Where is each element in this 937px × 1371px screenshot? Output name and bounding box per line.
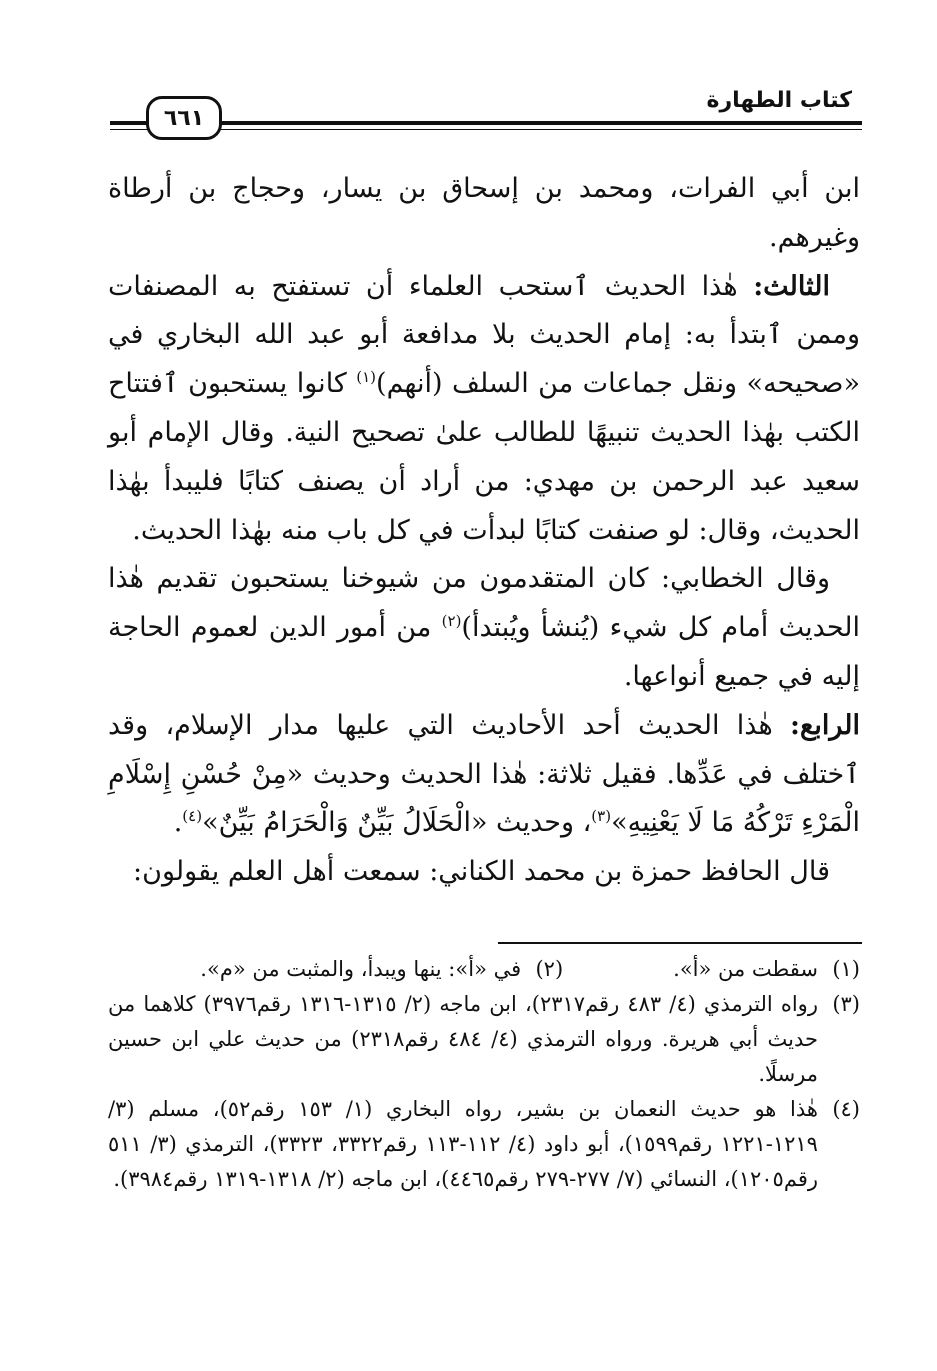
paragraph-3-text-a: وقال الخطابي: كان المتقدمون من شيوخنا يستحبون تقديم هٰذا الحديث أمام كل شيء (يُنشأ ويُبتدأ) [108,563,860,644]
paragraph-2-text-a: هٰذا الحديث ٱستحب العلماء أن تستفتح به المصنفات وممن ٱبتدأ به: إمام الحديث بلا مدافعة أبو عبد الله البخاري في «صحيحه» ونقل جماعات من السلف (أنهم) [108,270,860,400]
header-rule-thick [110,121,862,125]
paragraph-1: ابن أبي الفرات، ومحمد بن إسحاق بن يسار، وحجاج بن أرطاة وغيرهم. [108,173,860,253]
footnote-1 [673,952,860,987]
footnote-1-text: سقطت من «أ». [673,957,818,981]
footnote-2-text: في «أ»: ينها ويبدأ، والمثبت من «م». [200,957,522,981]
paragraph-4-text-b: ، وحديث «الْحَلَالُ بَيِّنٌ وَالْحَرَامُ بَيِّنٌ» [202,807,592,839]
footnote-4 [108,1092,860,1197]
page-number: ٦٦١ [146,96,222,140]
footnotes [108,952,860,1197]
footnote-separator [498,942,862,944]
footnote-2 [200,952,563,987]
footnote-1-number: (١) [832,957,860,981]
footnote-3-text: رواه الترمذي (٤/ ٤٨٣ رقم٢٣١٧)، ابن ماجه (٢/ ١٣١٥-١٣١٦ رقم٣٩٧٦) كلاهما من حديث أبي هريرة. ورواه الترمذي (٤/ ٤٨٤ رقم٢٣١٨) من حديث علي ابن حسين مرسلًا. [108,992,818,1086]
paragraph-3-text-b: من أمور الدين لعموم الحاجة إليه في جميع أنواعها. [108,612,860,692]
paragraph-2-text-b: كانوا يستحبون ٱفتتاح الكتب بهٰذا الحديث تنبيهًا للطالب علىٰ تصحيح النية. وقال الإمام أبو سعيد عبد الرحمن بن مهدي: من أراد أن يصنف كتابًا فليبدأ بهٰذا الحديث، وقال: لو صنفت كتابًا لبدأت في كل باب منه بهٰذا الحديث. [108,368,860,546]
header-rule-thin [110,129,862,130]
footnote-4-text: هٰذا هو حديث النعمان بن بشير، رواه البخاري (١/ ١٥٣ رقم٥٢)، مسلم (٣/ ١٢١٩-١٢٢١ رقم١٥٩٩)، أبو داود (٤/ ١١٢-١١٣ رقم٣٣٢٢، ٣٣٢٣)، الترمذي (٣/ ٥١١ رقم١٢٠٥)، النسائي (٧/ ٢٧٧-٢٧٩ رقم٤٤٦٥)، ابن ماجه (٢/ ١٣١٨-١٣١٩ رقم٣٩٨٤). [108,1097,818,1191]
footnote-ref-1[interactable]: (١) [356,368,377,387]
main-text [108,165,860,897]
footnote-row-1-2 [108,952,860,987]
section-heading-third: الثالث: [753,270,830,302]
page-header [110,78,862,138]
paragraph-4-text-a: هٰذا الحديث أحد الأحاديث التي عليها مدار الإسلام، وقد ٱختلف في عَدِّها. فقيل ثلاثة: هٰذا الحديث وحديث «مِنْ حُسْنِ إِسْلَامِ الْمَرْءِ تَرْكُهُ مَا لَا يَعْنِيهِ» [108,709,860,839]
footnote-ref-2[interactable]: (٢) [441,612,462,631]
footnote-3-number: (٣) [832,992,860,1016]
footnote-4-number: (٤) [832,1097,860,1121]
paragraph-5: قال الحافظ حمزة بن محمد الكناني: سمعت أهل العلم يقولون: [133,856,830,888]
chapter-title: كتاب الطهارة [706,88,852,113]
footnote-ref-3[interactable]: (٣) [591,807,612,826]
paragraph-2 [108,263,860,556]
footnote-ref-4[interactable]: (٤) [182,807,203,826]
paragraph-4 [108,702,860,848]
paragraph-3 [108,555,860,701]
paragraph-4-text-c: . [173,807,183,839]
section-heading-fourth: الرابع: [790,709,860,741]
footnote-2-number: (٢) [535,957,564,981]
footnote-3 [108,987,860,1092]
